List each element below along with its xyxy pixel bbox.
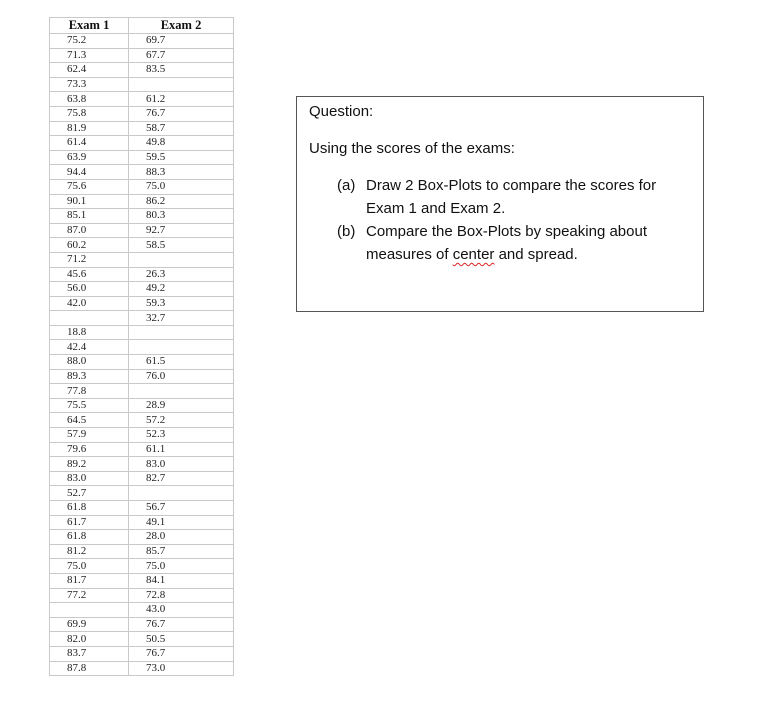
table-row	[50, 325, 234, 340]
item-a-marker: (a)	[337, 177, 356, 194]
exam-1-score-cell	[50, 311, 129, 326]
table-row	[50, 428, 234, 443]
exam-2-score-cell: 80.3	[129, 209, 234, 224]
exam-2-score-cell: 67.7	[129, 48, 234, 63]
table-header-row	[50, 18, 234, 34]
exam-1-score-cell: 81.9	[50, 121, 129, 136]
exam-1-score-cell: 63.8	[50, 92, 129, 107]
table-row	[50, 384, 234, 399]
exam-2-score-cell: 76.7	[129, 646, 234, 661]
exam-1-score-cell: 82.0	[50, 632, 129, 647]
table-row	[50, 515, 234, 530]
exam-1-score-cell: 62.4	[50, 63, 129, 78]
table-row	[50, 150, 234, 165]
exam-2-score-cell: 50.5	[129, 632, 234, 647]
exam-2-score-cell: 76.7	[129, 106, 234, 121]
exam-1-score-cell: 81.2	[50, 544, 129, 559]
table-row	[50, 223, 234, 238]
table-row	[50, 77, 234, 92]
table-row	[50, 282, 234, 297]
exam-2-score-cell: 76.0	[129, 369, 234, 384]
exam-2-score-cell: 75.0	[129, 559, 234, 574]
exam-2-score-cell: 57.2	[129, 413, 234, 428]
question-item-a	[337, 174, 697, 220]
exam-1-score-cell: 71.2	[50, 252, 129, 267]
exam-1-score-cell: 79.6	[50, 442, 129, 457]
exam-1-score-cell: 69.9	[50, 617, 129, 632]
exam-1-score-cell: 56.0	[50, 282, 129, 297]
item-b-text-before: Compare the Box-Plots by speaking about measures of	[366, 223, 647, 263]
exam-2-score-cell: 58.5	[129, 238, 234, 253]
exam-1-score-cell: 87.0	[50, 223, 129, 238]
exam-1-score-cell: 77.8	[50, 384, 129, 399]
table-row	[50, 63, 234, 78]
exam-2-score-cell: 61.1	[129, 442, 234, 457]
table-row	[50, 544, 234, 559]
exam-1-score-cell: 89.2	[50, 457, 129, 472]
table-row	[50, 121, 234, 136]
exam-2-score-cell	[129, 325, 234, 340]
exam-2-score-cell: 76.7	[129, 617, 234, 632]
exam-2-score-cell: 88.3	[129, 165, 234, 180]
exam-2-score-cell: 49.1	[129, 515, 234, 530]
exam-2-score-cell: 59.3	[129, 296, 234, 311]
table-body	[50, 34, 234, 676]
table-row	[50, 486, 234, 501]
table-row	[50, 573, 234, 588]
exam-2-score-cell: 75.0	[129, 179, 234, 194]
table-row	[50, 136, 234, 151]
exam-2-score-cell: 92.7	[129, 223, 234, 238]
exam-1-score-cell: 88.0	[50, 355, 129, 370]
exam-2-score-cell: 69.7	[129, 34, 234, 49]
exam-2-score-cell: 73.0	[129, 661, 234, 676]
exam-2-score-cell	[129, 384, 234, 399]
exam-1-score-cell	[50, 603, 129, 618]
item-b-text-after: and spread.	[494, 246, 578, 263]
table-row	[50, 471, 234, 486]
exam-2-score-cell: 72.8	[129, 588, 234, 603]
table-row	[50, 442, 234, 457]
table-row	[50, 530, 234, 545]
header-exam-2: Exam 2	[129, 18, 234, 34]
table-row	[50, 617, 234, 632]
exam-1-score-cell: 77.2	[50, 588, 129, 603]
exam-1-score-cell: 18.8	[50, 325, 129, 340]
table-row	[50, 355, 234, 370]
exam-1-score-cell: 94.4	[50, 165, 129, 180]
table-row	[50, 588, 234, 603]
exam-1-score-cell: 45.6	[50, 267, 129, 282]
exam-1-score-cell: 75.0	[50, 559, 129, 574]
exam-2-score-cell	[129, 252, 234, 267]
exam-2-score-cell	[129, 486, 234, 501]
table-row	[50, 34, 234, 49]
exam-1-score-cell: 85.1	[50, 209, 129, 224]
table-row	[50, 194, 234, 209]
table-row	[50, 661, 234, 676]
exam-1-score-cell: 63.9	[50, 150, 129, 165]
exam-1-score-cell: 87.8	[50, 661, 129, 676]
question-box	[296, 96, 704, 312]
exam-1-score-cell: 81.7	[50, 573, 129, 588]
exam-1-score-cell: 64.5	[50, 413, 129, 428]
table-row	[50, 267, 234, 282]
exam-scores-table	[49, 17, 234, 676]
exam-1-score-cell: 73.3	[50, 77, 129, 92]
table-row	[50, 252, 234, 267]
exam-2-score-cell: 43.0	[129, 603, 234, 618]
exam-2-score-cell: 49.8	[129, 136, 234, 151]
exam-2-score-cell: 83.5	[129, 63, 234, 78]
table-row	[50, 48, 234, 63]
exam-2-score-cell: 61.2	[129, 92, 234, 107]
exam-1-score-cell: 75.2	[50, 34, 129, 49]
exam-1-score-cell: 71.3	[50, 48, 129, 63]
table-row	[50, 296, 234, 311]
item-b-marker: (b)	[337, 223, 356, 240]
exam-2-score-cell: 59.5	[129, 150, 234, 165]
item-a-text: Draw 2 Box-Plots to compare the scores for Exam 1 and Exam 2.	[366, 177, 657, 217]
table-row	[50, 457, 234, 472]
table-row	[50, 106, 234, 121]
item-b-text	[337, 220, 697, 266]
exam-1-score-cell: 89.3	[50, 369, 129, 384]
table-row	[50, 646, 234, 661]
table-row	[50, 632, 234, 647]
exam-1-score-cell: 42.0	[50, 296, 129, 311]
exam-1-score-cell: 60.2	[50, 238, 129, 253]
exam-2-score-cell: 49.2	[129, 282, 234, 297]
table-row	[50, 238, 234, 253]
table-row	[50, 209, 234, 224]
exam-1-score-cell: 57.9	[50, 428, 129, 443]
exam-1-score-cell: 75.8	[50, 106, 129, 121]
table-row	[50, 398, 234, 413]
exam-2-score-cell: 84.1	[129, 573, 234, 588]
exam-1-score-cell: 61.8	[50, 530, 129, 545]
exam-2-score-cell: 52.3	[129, 428, 234, 443]
spellcheck-flagged-word[interactable]: center	[452, 246, 495, 263]
exam-2-score-cell: 56.7	[129, 501, 234, 516]
exam-2-score-cell: 26.3	[129, 267, 234, 282]
exam-2-score-cell: 28.0	[129, 530, 234, 545]
table-crop-edge	[49, 678, 235, 715]
exam-2-score-cell: 58.7	[129, 121, 234, 136]
exam-1-score-cell: 83.0	[50, 471, 129, 486]
table-row	[50, 603, 234, 618]
header-exam-1: Exam 1	[50, 18, 129, 34]
exam-2-score-cell: 28.9	[129, 398, 234, 413]
exam-2-score-cell	[129, 340, 234, 355]
exam-1-score-cell: 75.5	[50, 398, 129, 413]
exam-2-score-cell	[129, 77, 234, 92]
exam-1-score-cell: 75.6	[50, 179, 129, 194]
exam-1-score-cell: 42.4	[50, 340, 129, 355]
question-intro: Using the scores of the exams:	[309, 140, 515, 157]
table-row	[50, 559, 234, 574]
exam-2-score-cell: 85.7	[129, 544, 234, 559]
exam-2-score-cell: 82.7	[129, 471, 234, 486]
exam-1-score-cell: 90.1	[50, 194, 129, 209]
question-item-b	[337, 220, 697, 266]
exam-1-score-cell: 52.7	[50, 486, 129, 501]
exam-2-score-cell: 61.5	[129, 355, 234, 370]
table-row	[50, 369, 234, 384]
exam-2-score-cell: 86.2	[129, 194, 234, 209]
table-row	[50, 413, 234, 428]
exam-1-score-cell: 61.7	[50, 515, 129, 530]
question-title: Question:	[309, 103, 374, 120]
exam-1-score-cell: 61.8	[50, 501, 129, 516]
table-row	[50, 92, 234, 107]
table-row	[50, 340, 234, 355]
table-row	[50, 311, 234, 326]
table-row	[50, 165, 234, 180]
exam-2-score-cell: 32.7	[129, 311, 234, 326]
exam-2-score-cell: 83.0	[129, 457, 234, 472]
exam-1-score-cell: 61.4	[50, 136, 129, 151]
table-row	[50, 179, 234, 194]
exam-1-score-cell: 83.7	[50, 646, 129, 661]
table-row	[50, 501, 234, 516]
